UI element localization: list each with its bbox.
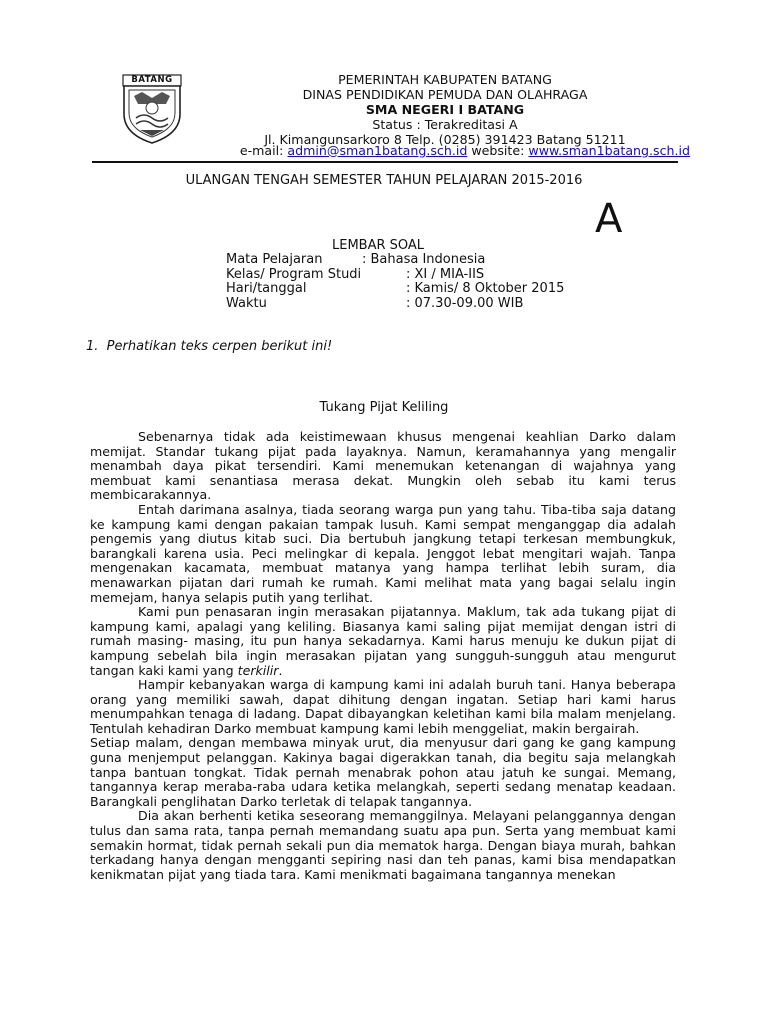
contact-line — [130, 143, 690, 158]
info-row-date — [226, 282, 646, 297]
story-body — [90, 430, 676, 882]
question-text: Perhatikan teks cerpen berikut ini! — [106, 339, 333, 354]
emblem-label: BATANG — [131, 75, 173, 85]
department-line: DINAS PENDIDIKAN PEMUDA DAN OLAHRAGA — [302, 87, 588, 102]
government-line: PEMERINTAH KABUPATEN BATANG — [338, 72, 552, 87]
info-value: : Kamis/ 8 Oktober 2015 — [406, 281, 565, 297]
info-row-class — [226, 268, 646, 283]
school-address: Jl. Kimangunsarkoro 8 Telp. (0285) 391423 Batang 51211 — [264, 132, 626, 147]
info-label: Mata Pelajaran — [226, 252, 323, 267]
email-link[interactable]: admin@sman1batang.sch.id — [287, 143, 468, 158]
letterhead-divider — [92, 161, 678, 163]
story-paragraph: Entah darimana asalnya, tiada seorang warga pun yang tahu. Tiba-tiba saja datang ke kampung kami dengan pakaian tampak lusuh. Kami sempat menganggap dia adalah pengemis yang diutus kitab suci. Dia bertubuh jangkung tetapi terkesan membungkuk, barangkali karena usia. Peci melingkar di kepala. Jenggot lebat mengitari wajah. Tanpa mengenakan kacamata, membuat matanya yang hampa terlihat lebih suram, dia menawarkan pijatan dari rumah ke rumah. Kami melihat mata yang bagai selalu ingin memejam, hanya selapis putih yang terlihat. — [90, 501, 676, 605]
exam-info-table — [226, 253, 646, 311]
punctuation: . — [278, 662, 283, 678]
paragraph-text: Kami pun penasaran ingin merasakan pijatannya. Maklum, tak ada tukang pijat di kampung kami, apalagi yang keliling. Biasanya kami saling pijat memijat dengan istri di rumah masing- masing, itu pun hanya sekadarnya. Kami harus menuju ke dukun pijat di kampung sebelah bila ingin merasakan pijatan yang sungguh-sungguh atau mengurut tangan kaki kami yang — [90, 604, 676, 678]
info-row-time — [226, 297, 646, 312]
story-paragraph: Setiap malam, dengan membawa minyak urut, dia menyusur dari gang ke gang kampung guna menjemput pelanggan. Kakinya bagai digerakkan tanah, dia begitu saja melangkah tanpa bantuan tongkat. Tidak pernah menabrak pohon atau jatuh ke sungai. Memang, tangannya kerap meraba-raba udara ketika melangkah, seperti sedang menatap keadaan. Barangkali penglihatan Darko terletak di telapak tangannya. — [90, 735, 676, 809]
info-value: : Bahasa Indonesia — [362, 252, 486, 267]
story-paragraph — [90, 605, 676, 678]
story-paragraph: Hampir kebanyakan warga di kampung kami ini adalah buruh tani. Hanya beberapa orang yang memiliki sawah, dapat dihitung dengan ingatan. Setiap hari kami harus menumpahkan tenaga di ladang. Dapat dibayangkan keletihan kami bila malam menjelang. Tentulah kehadiran Darko membuat kampung kami lebih menggeliat, makin bergairah. — [90, 677, 676, 736]
website-link[interactable]: www.sman1batang.sch.id — [528, 143, 690, 158]
sheet-title: LEMBAR SOAL — [332, 238, 425, 253]
exam-title: ULANGAN TENGAH SEMESTER TAHUN PELAJARAN 2015-2016 — [185, 173, 583, 188]
info-value: : 07.30-09.00 WIB — [406, 295, 524, 311]
info-row-subject — [226, 253, 646, 268]
italic-term: terkilir — [237, 662, 279, 678]
question-1 — [86, 339, 332, 354]
story-paragraph: Sebenarnya tidak ada keistimewaan khusus mengenai keahlian Darko dalam memijat. Standar tukang pijat pada layaknya. Namun, keramahannya yang mengalir menambah daya pikat tersendiri. Kami menemukan ketenangan di wajahnya yang membuat kami senantiasa merasa dekat. Mungkin oleh sebab itu kami terus membicarakannya. — [90, 429, 676, 503]
email-label: e-mail: — [239, 143, 284, 158]
exam-version-code: A — [595, 196, 623, 242]
batang-regency-emblem — [120, 74, 184, 144]
accreditation-status: Status : Terakreditasi A — [372, 117, 518, 132]
info-label: Kelas/ Program Studi — [226, 266, 362, 282]
info-label: Waktu — [226, 295, 267, 311]
school-name: SMA NEGERI I BATANG — [365, 102, 525, 117]
story-title: Tukang Pijat Keliling — [319, 400, 449, 415]
question-number: 1. — [86, 339, 99, 354]
website-label: website: — [471, 143, 525, 158]
info-label: Hari/tanggal — [226, 281, 307, 297]
letterhead — [200, 72, 690, 147]
story-paragraph: Dia akan berhenti ketika seseorang memanggilnya. Melayani pelanggannya dengan tulus dan sama rata, tanpa pernah memandang suatu apa pun. Serta yang membuat kami semakin hormat, tidak pernah sekali pun dia mematok harga. Dengan biaya murah, bahkan terkadang hanya dengan mengganti sepiring nasi dan teh panas, kami bisa mendapatkan kenikmatan pijat yang tiada tara. Kami menikmati bagaimana tangannya menekan — [90, 808, 676, 882]
info-value: : XI / MIA-IIS — [406, 266, 485, 282]
